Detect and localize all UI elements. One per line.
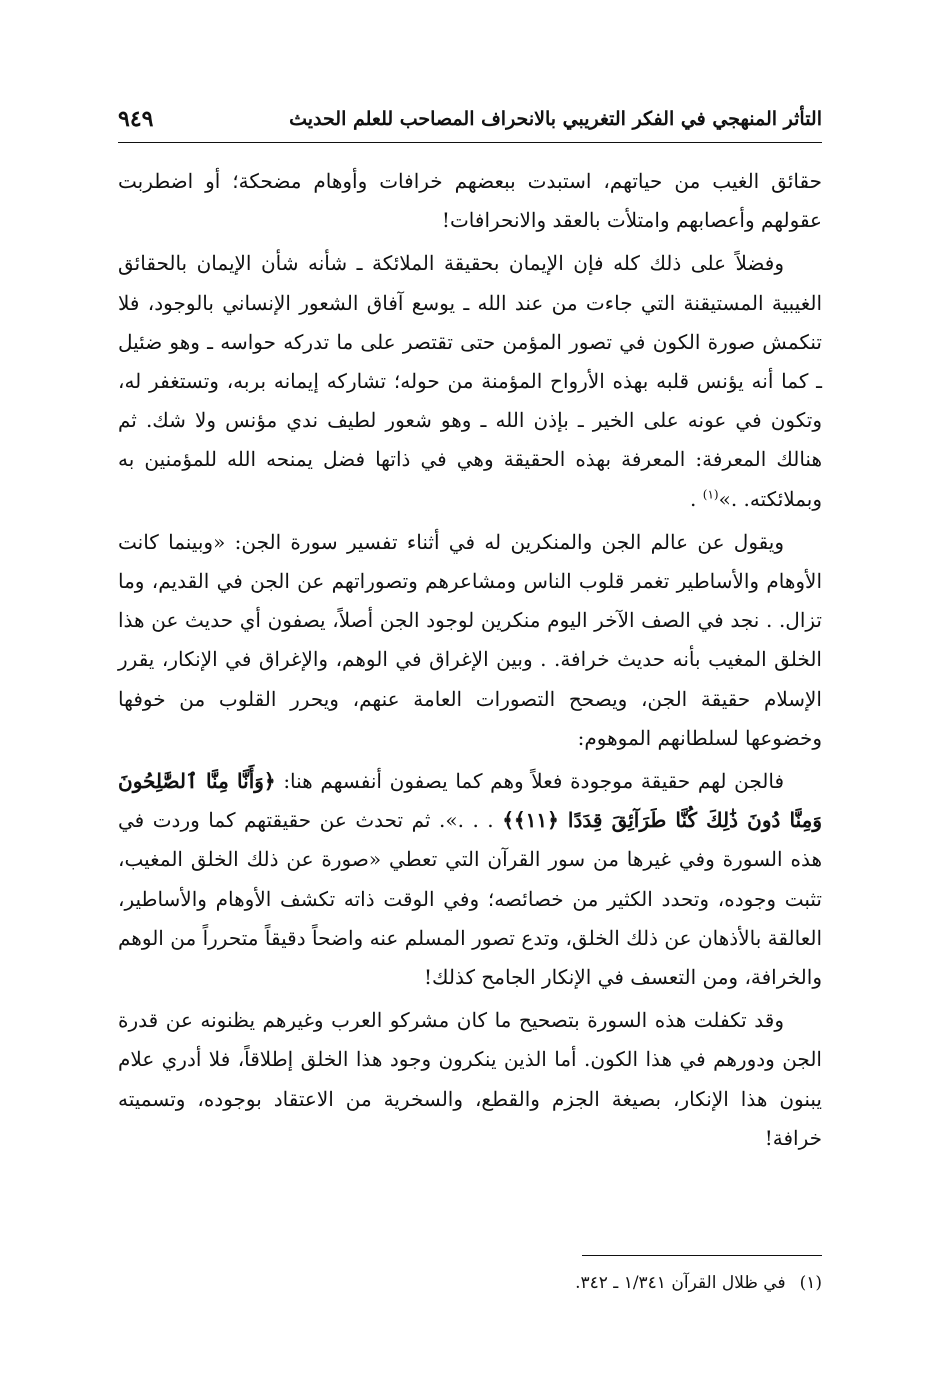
footnote-text: في ظلال القرآن ١/٣٤١ ـ ٣٤٢. — [575, 1273, 786, 1293]
paragraph-text: فالجن لهم حقيقة موجودة فعلاً وهم كما يصفون أنفسهم هنا: — [283, 769, 785, 794]
paragraph — [118, 762, 822, 997]
footnote-reference: (١) — [702, 486, 719, 501]
paragraph — [118, 523, 822, 758]
footnote-item — [118, 1268, 822, 1298]
page-number: ٩٤٩ — [118, 106, 154, 132]
paragraph-text: وفضلاً على ذلك كله فإن الإيمان بحقيقة الملائكة ـ شأنه شأن الإيمان بالحقائق الغيبية المستيقنة التي جاءت من عند الله ـ يوسع آفاق الشعور الإنساني بالوجود، فلا تنكمش صورة الكون في تصور المؤمن حتى تقتصر على ما تدركه حواسه ـ وهو ضئيل ـ كما أنه يؤنس قلبه بهذه الأرواح المؤمنة من حوله؛ تشاركه إيمانه بربه، وتستغفر له، وتكون في عونه على الخير ـ بإذن الله ـ وهو شعور لطيف ندي مؤنس ولا شك. ثم هنالك المعرفة: المعرفة بهذه الحقيقة وهي في ذاتها فضل يمنحه الله للمؤمنين به وبملائكته. .» — [118, 251, 822, 511]
footnote-marker: (١) — [799, 1273, 822, 1293]
running-header — [118, 100, 822, 138]
paragraph — [118, 162, 822, 240]
paragraph-text: وقد تكفلت هذه السورة بتصحيح ما كان مشركو العرب وغيرهم يظنونه عن قدرة الجن ودورهم في هذا الكون. أما الذين ينكرون وجود هذا الخلق إطلاقاً، فلا أدري علام يبنون هذا الإنكار، بصيغة الجزم والقطع، والسخرية من الاعتقاد بوجوده، وتسميته خرافة! — [118, 1008, 822, 1150]
quran-verse: ﴿وَأَنَّا مِنَّا ٱلصَّٰلِحُونَ وَمِنَّا دُونَ ذَٰلِكَ كُنَّا طَرَآئِقَ قِدَدًا ﴿١١﴾﴾ — [118, 769, 823, 833]
paragraph — [118, 1001, 822, 1158]
footnote-rule — [582, 1255, 822, 1256]
paragraph-text: ويقول عن عالم الجن والمنكرين له في أثناء تفسير سورة الجن: «وبينما كانت الأوهام والأساطير تغمر قلوب الناس ومشاعرهم وتصوراتهم عن الجن في القديم، وما تزال. . نجد في الصف الآخر اليوم منكرين لوجود الجن أصلاً، يصفون أي حديث عن هذا الخلق المغيب بأنه حديث خرافة. . وبين الإغراق في الوهم، والإغراق في الإنكار، يقرر الإسلام حقيقة الجن، ويصحح التصورات العامة عنهم، ويحرر القلوب من خوفها وخضوعها لسلطانهم الموهوم: — [118, 529, 822, 750]
header-rule — [118, 142, 822, 143]
body-text — [118, 162, 822, 1162]
paragraph-text: . . .». ثم تحدث عن حقيقتهم كما وردت في هذه السورة وفي غيرها من سور القرآن التي تعطي «صورة عن ذلك الخلق المغيب، تثبت وجوده، وتحدد الكثير من خصائصه؛ وفي الوقت ذاته تكشف الأوهام والأساطير، العالقة بالأذهان عن ذلك الخلق، وتدع تصور المسلم عنه واضحاً دقيقاً متحرراً من الوهم والخرافة، ومن التعسف في الإنكار الجامح كذلك! — [118, 808, 823, 990]
footnotes — [118, 1268, 822, 1298]
paragraph: وفضلاً على ذلك كله فإن الإيمان بحقيقة الملائكة ـ شأنه شأن الإيمان بالحقائق الغيبية المستيقنة التي جاءت من عند الله ـ يوسع آفاق الشعور الإنساني بالوجود، فلا تنكمش صورة الكون في تصور المؤمن حتى تقتصر على ما تدركه حواسه ـ وهو ضئيل ـ كما أنه يؤنس قلبه بهذه الأرواح المؤمنة من حوله؛ تشاركه إيمانه بربه، وتستغفر له، وتكون في عونه على الخير ـ بإذن الله ـ وهو شعور لطيف ندي مؤنس ولا شك. ثم هنالك المعرفة: المعرفة بهذه الحقيقة وهي في ذاتها فضل يمنحه الله للمؤمنين به وبملائكته. .»$^{(١)}$ . — [118, 251, 822, 511]
paragraph-text: حقائق الغيب من حياتهم، استبدت ببعضهم خرافات وأوهام مضحكة؛ أو اضطربت عقولهم وأعصابهم وامتلأت بالعقد والانحرافات! — [118, 169, 822, 233]
running-title: التأثر المنهجي في الفكر التغريبي بالانحراف المصاحب للعلم الحديث — [289, 108, 822, 130]
